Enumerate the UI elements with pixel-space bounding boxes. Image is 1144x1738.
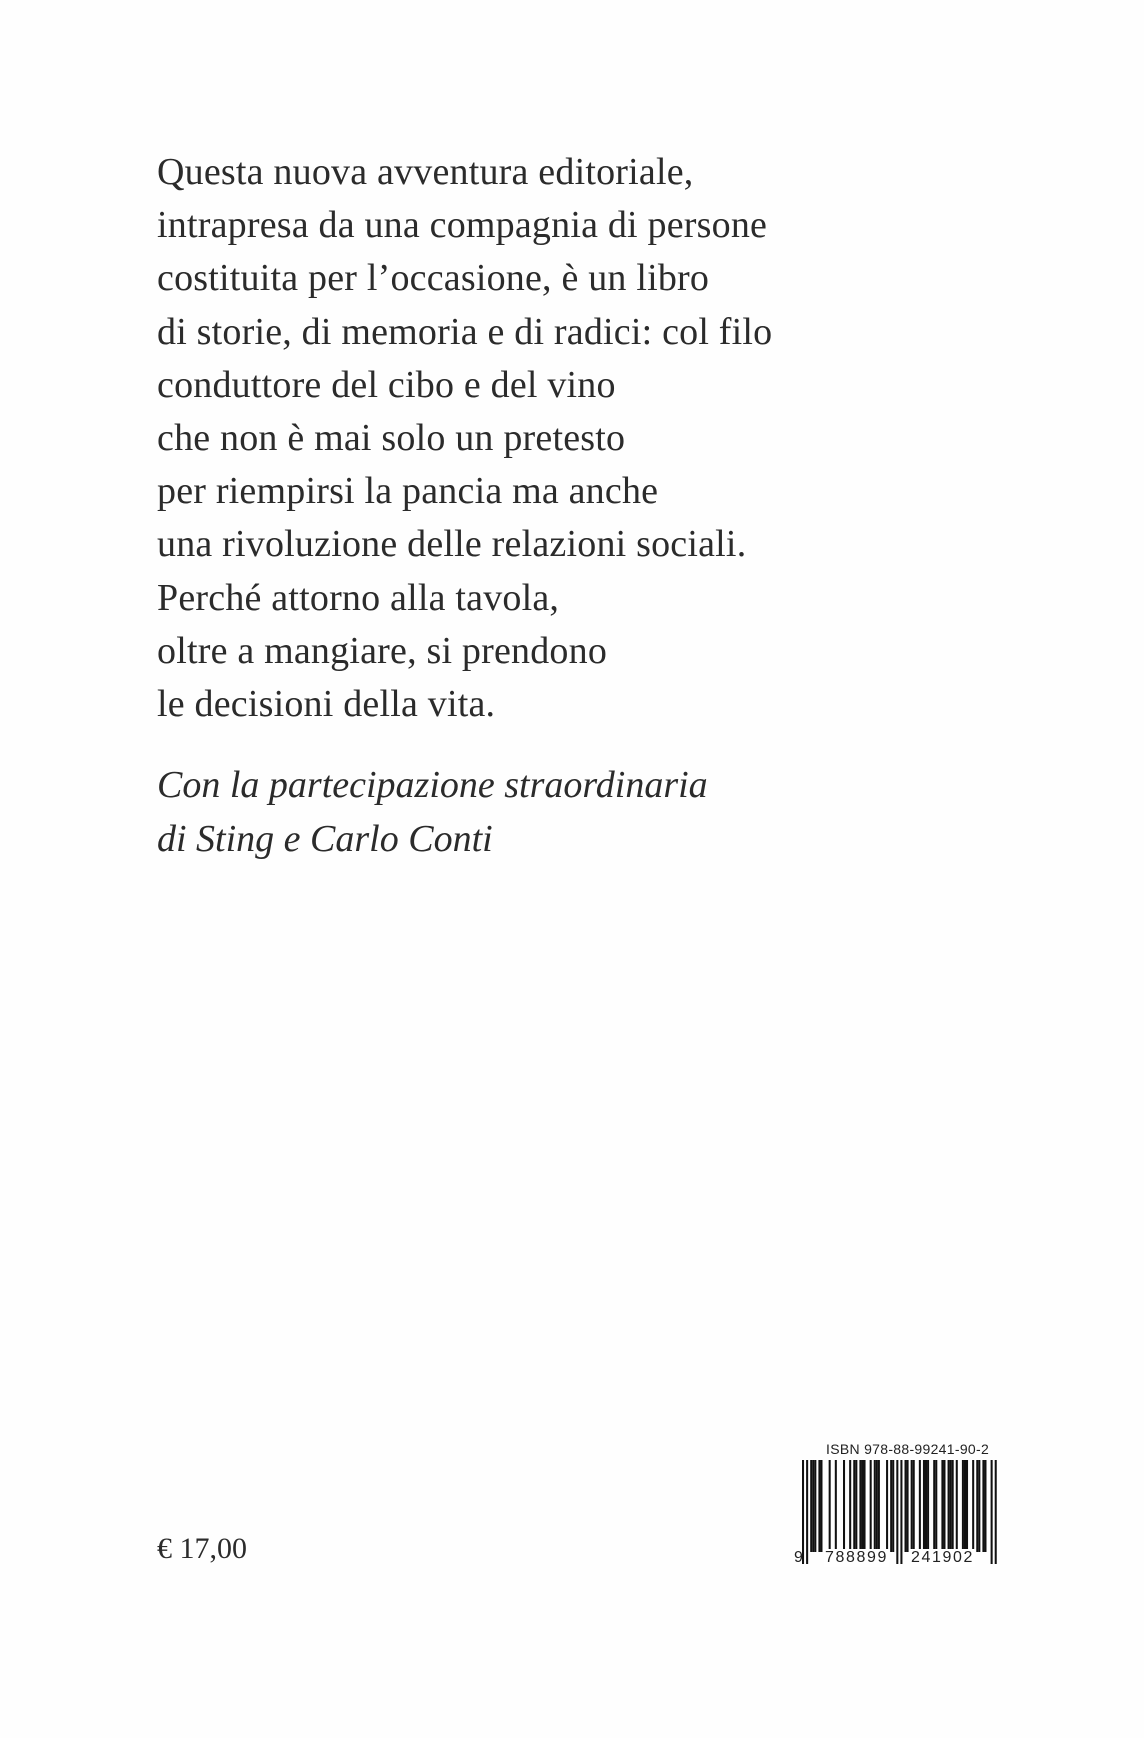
blurb-text (157, 146, 1017, 731)
barcode-bar (849, 1460, 851, 1552)
barcode-digit-first: 9 (794, 1549, 803, 1566)
barcode-bar (861, 1460, 863, 1552)
barcode-bar (950, 1460, 952, 1552)
barcode-bar (907, 1460, 909, 1552)
credit-line: Con la partecipazione straordinaria (157, 764, 708, 806)
barcode-bar (991, 1460, 993, 1564)
barcode-bar (925, 1460, 927, 1552)
barcode-bar (855, 1460, 857, 1552)
blurb-line: intrapresa da una compagnia di persone (157, 204, 768, 247)
barcode-bar (941, 1460, 943, 1552)
barcode-bar (982, 1460, 984, 1552)
barcode-bar (952, 1460, 954, 1552)
blurb-line: Perché attorno alla tavola, (157, 576, 560, 619)
barcode-digits-right: 241902 (911, 1549, 974, 1566)
barcode-bar (948, 1460, 950, 1552)
barcode-bar (962, 1460, 964, 1552)
barcode-bar (814, 1460, 816, 1552)
barcode-bar (820, 1460, 822, 1552)
guest-credit (157, 758, 1017, 866)
blurb-line: le decisioni della vita. (157, 683, 496, 726)
blurb-line: oltre a mangiare, si prendono (157, 629, 608, 672)
barcode-bar (905, 1460, 907, 1552)
barcode-bar (853, 1460, 855, 1552)
barcode-bar (874, 1460, 876, 1552)
blurb-line: costituita per l’occasione, è un libro (157, 257, 710, 300)
barcode-bar (892, 1460, 894, 1552)
barcode-bar (829, 1460, 831, 1552)
barcode-bar (878, 1460, 880, 1552)
barcode-bar (964, 1460, 966, 1552)
barcode-bar (812, 1460, 814, 1552)
barcode-bar (995, 1460, 997, 1564)
blurb-line: una rivoluzione delle relazioni sociali. (157, 523, 747, 566)
barcode-bar (984, 1460, 986, 1552)
blurb-line: di storie, di memoria e di radici: col filo (157, 310, 773, 353)
barcode-bar (919, 1460, 921, 1552)
blurb-line: Questa nuova avventura editoriale, (157, 151, 694, 193)
credit-line: di Sting e Carlo Conti (157, 818, 493, 860)
barcode-bar (923, 1460, 925, 1552)
barcode-bar (935, 1460, 937, 1552)
barcode-bar (843, 1460, 845, 1552)
barcode-bar (956, 1460, 958, 1552)
isbn-label: ISBN 978-88-99241-90-2 (826, 1441, 990, 1457)
barcode-bar (972, 1460, 974, 1552)
barcode-bar (810, 1460, 812, 1552)
barcode-bar (876, 1460, 878, 1552)
barcode-bar (913, 1460, 915, 1552)
blurb-line: conduttore del cibo e del vino (157, 363, 616, 406)
barcode-bar (976, 1460, 978, 1552)
barcode-bar (890, 1460, 892, 1552)
barcode-bar (927, 1460, 929, 1552)
barcode-bar (818, 1460, 820, 1552)
barcode-bar (900, 1460, 902, 1564)
barcode-bar (911, 1460, 913, 1552)
barcode-bar (886, 1460, 888, 1552)
barcode-bar (978, 1460, 980, 1552)
blurb-line: per riempirsi la pancia ma anche (157, 470, 659, 513)
price-label: € 17,00 (157, 1532, 247, 1565)
barcode-bar (943, 1460, 945, 1552)
barcode-bar (933, 1460, 935, 1552)
barcode-bar (870, 1460, 872, 1552)
barcode-bar (896, 1460, 898, 1564)
barcode-bar (864, 1460, 866, 1552)
barcode-bar (966, 1460, 968, 1552)
blurb-line: che non è mai solo un pretesto (157, 417, 626, 460)
barcode-bar (806, 1460, 808, 1564)
barcode-bar (835, 1460, 837, 1552)
barcode-digits-left: 788899 (825, 1549, 888, 1566)
barcode-bar (859, 1460, 861, 1552)
